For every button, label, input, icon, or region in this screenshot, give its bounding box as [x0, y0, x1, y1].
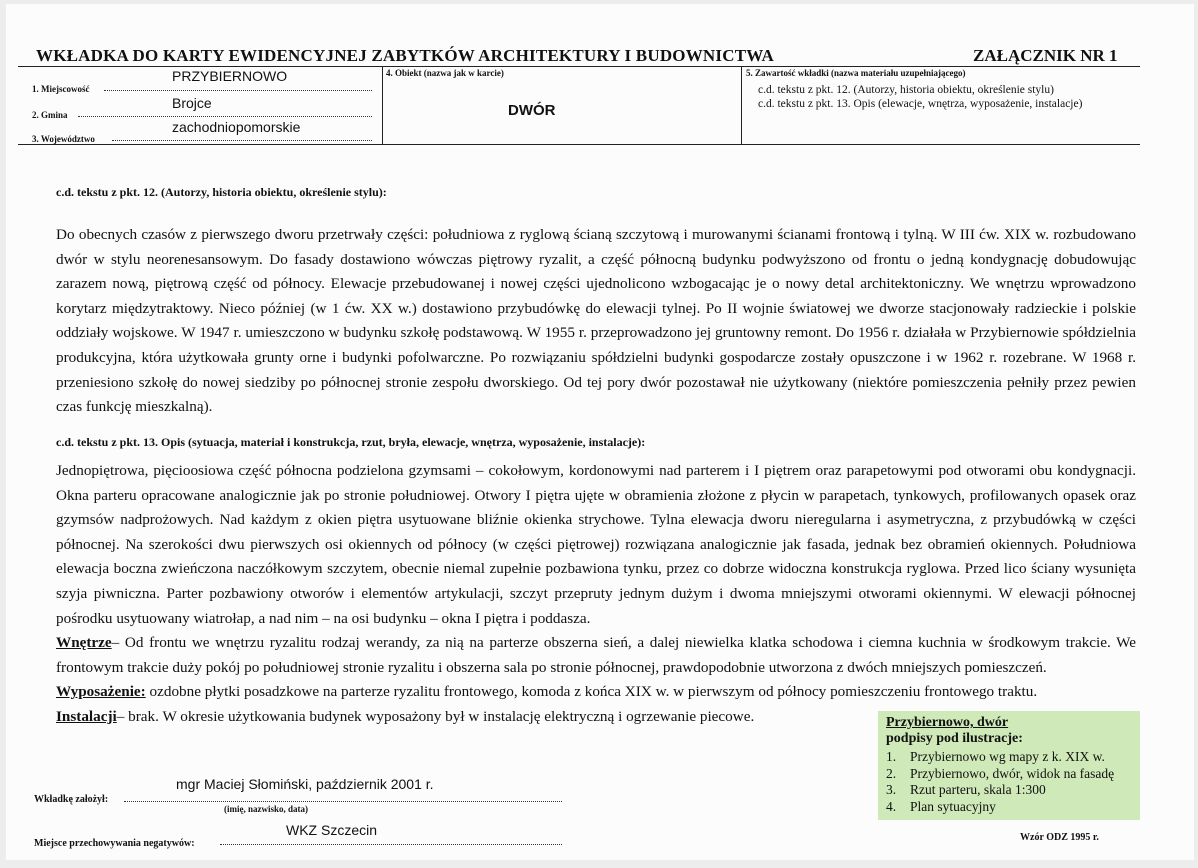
- item-text: Przybiernowo, dwór, widok na fasadę: [910, 765, 1115, 781]
- list-item: [886, 799, 1114, 816]
- wojewodztwo-label: 3. Województwo: [32, 134, 95, 144]
- list-item: [886, 766, 1114, 783]
- wnetrze-text: – Od frontu we wnętrzu ryzalitu rodzaj werandy, za nią na parterze obszerna sień, a dalej niewielka klatka schodowa i ciemna kuchnia w środkowym trakcie. We frontowym trakcie duży pokój po południowej stronie ryzalitu i obszerna sala po stronie północnej, prawdopodobnie utworzona z dwóch mniejszych pomieszczeń.: [56, 634, 1136, 676]
- instalacje-label: Instalacji: [56, 707, 117, 725]
- item-text: Przybiernowo wg mapy z k. XIX w.: [910, 749, 1105, 764]
- wnetrze-paragraph: [56, 631, 1136, 680]
- instalacje-text: – brak. W okresie użytkowania budynek wyposażony był w instalację elektryczną i ogrzewanie piecowe.: [116, 707, 755, 725]
- list-item: [886, 782, 1114, 799]
- miejscowosc-line: [104, 90, 372, 91]
- illustrations-list: [886, 749, 1114, 815]
- zalozyl-line: [124, 801, 562, 802]
- wyposazenie-paragraph: [56, 680, 1061, 705]
- item-text: Plan sytuacyjny: [910, 798, 996, 814]
- section-12-heading: c.d. tekstu z pkt. 12. (Autorzy, historia obiektu, określenie stylu):: [56, 185, 387, 199]
- gmina-label: 2. Gmina: [32, 110, 68, 120]
- gmina-value: Brojce: [172, 95, 212, 111]
- wnetrze-label: Wnętrze: [56, 634, 112, 652]
- wojewodztwo-value: zachodniopomorskie: [172, 119, 301, 135]
- miejsce-line: [220, 844, 562, 845]
- zalozyl-label: Wkładkę założył:: [34, 794, 109, 805]
- header-bottom-rule: [18, 144, 1140, 145]
- wyposazenie-label: Wyposażenie:: [56, 683, 146, 701]
- document-title: WKŁADKA DO KARTY EWIDENCYJNEJ ZABYTKÓW ARCHITEKTURY I BUDOWNICTWA: [36, 46, 775, 65]
- miejscowosc-value: PRZYBIERNOWO: [172, 68, 288, 84]
- item-number: 1.: [886, 749, 897, 764]
- annex-number: ZAŁĄCZNIK NR 1: [973, 46, 1118, 65]
- list-item: [886, 749, 1114, 766]
- illustrations-title: Przybiernowo, dwór: [886, 715, 1009, 730]
- item-number: 4.: [886, 798, 897, 814]
- gmina-line: [78, 116, 372, 117]
- zawartosc-line-1: c.d. tekstu z pkt. 12. (Autorzy, historia obiektu, określenie stylu): [758, 84, 1054, 96]
- wojewodztwo-line: [112, 140, 372, 141]
- miejscowosc-label: 1. Miejscowość: [32, 84, 90, 94]
- header-top-rule: [18, 66, 1140, 67]
- zalozyl-hint: (imię, nazwisko, data): [224, 804, 308, 814]
- zalozyl-value: mgr Maciej Słomiński, październik 2001 r.: [176, 776, 434, 792]
- section-13-paragraph: Jednopiętrowa, pięcioosiowa część północna podzielona gzymsami – cokołowym, kordonowymi nad parterem i I piętrem oraz parapetowymi pod otworami obu kondygnacji. Okna parteru opracowane analogicznie jak po stronie południowej. Otwory I piętra ujęte w obramienia złożone z płycin w parapetach, tynkowych, profilowanych opasek oraz gzymsów nadprożowych. Nad każdym z okien piętra usytuowane bliźnie okienka strychowe. Tylna elewacja dworu nieregularna i asymetryczna, z przybudówką w części północnej. Na szerokości dwu pierwszych osi okiennych od północy (w części piętrowej) rozwiązana analogicznie jak fasada, jednak bez obramień okiennych. Południowa elewacja boczna zwieńczona naczółkowym szczytem, obecnie niemal zupełnie pozbawiona tynku, przez co dobrze widoczna konstrukcja ryglowa. Przed lico ściany wysunięta szyja piwniczna. Parter pozbawiony otworów i elementów artykulacji, szczyt przepruty jednym dużym i dwoma mniejszymi otworami okiennymi. W elewacji północnej pośrodku usytuowany wiatrołap, a nad nim – na osi budynku – okna I piętra i poddasza.: [56, 462, 1136, 627]
- obiekt-value: DWÓR: [508, 102, 556, 119]
- item-number: 2.: [886, 765, 897, 781]
- miejsce-value: WKZ Szczecin: [286, 822, 378, 838]
- obiekt-label: 4. Obiekt (nazwa jak w karcie): [386, 68, 504, 78]
- section-13-heading: c.d. tekstu z pkt. 13. Opis (sytuacja, materiał i konstrukcja, rzut, bryła, elewacje, wnętrza, wyposażenie, instalacje):: [56, 435, 646, 449]
- miejsce-label: Miejsce przechowywania negatywów:: [34, 838, 195, 849]
- document-page: [6, 4, 1194, 860]
- zawartosc-label: 5. Zawartość wkładki (nazwa materiału uzupełniającego): [746, 68, 966, 78]
- header-divider-1: [382, 66, 383, 145]
- illustrations-box: [878, 711, 1140, 820]
- item-text: Rzut parteru, skala 1:300: [910, 782, 1046, 797]
- illustrations-subtitle: podpisy pod ilustracje:: [886, 731, 1023, 746]
- zawartosc-line-2: c.d. tekstu z pkt. 13. Opis (elewacje, wnętrza, wyposażenie, instalacje): [758, 98, 1083, 110]
- wyposazenie-text: ozdobne płytki posadzkowe na parterze ryzalitu frontowego, komoda z końca XIX w. w pierwszym od północy pomieszczeniu frontowego traktu.: [145, 683, 1038, 701]
- header-divider-2: [741, 66, 742, 145]
- section-13-text: [56, 459, 1136, 730]
- form-version: Wzór ODZ 1995 r.: [1020, 832, 1099, 843]
- section-12-paragraph: Do obecnych czasów z pierwszego dworu przetrwały części: południowa z ryglową ścianą szczytową i murowanymi ścianami frontową i tylną. W III ćw. XIX w. rozbudowano dwór w stylu neorenesansowym. Do fasady dostawiono wówczas piętrowy ryzalit, a część północną budynku podwyższono od frontu o jedną kondygnację dobudowując zarazem nową, piętrową część od północy. Elewacje przebudowanej i nowej części ujednolicono wzbogacając je o nowy detal architektoniczny. We wnętrzu wprowadzono korytarz międzytraktowy. Nieco później (w 1 ćw. XX w.) dostawiono przybudówkę do elewacji tylnej. Po II wojnie światowej we dworze stacjonowały radzieckie i polskie oddziały wojskowe. W 1947 r. umieszczono w budynku szkołę podstawową. W 1955 r. przeprowadzono jej gruntowny remont. Do 1956 r. działała w Przybiernowie spółdzielnia produkcyjna, która użytkowała grunty orne i budynki pofolwarczne. Po rozwiązaniu spółdzielni budynki gospodarcze zostały opuszczone i w 1962 r. rozebrane. W 1968 r. przeniesiono szkołę do nowej siedziby po północnej stronie zespołu dworskiego. Od tej pory dwór pozostawał nie użytkowany (niektóre pomieszczenia pełniły przez pewien czas funkcję mieszkalną).: [56, 226, 1136, 416]
- item-number: 3.: [886, 782, 897, 797]
- section-12-text: [56, 223, 1136, 420]
